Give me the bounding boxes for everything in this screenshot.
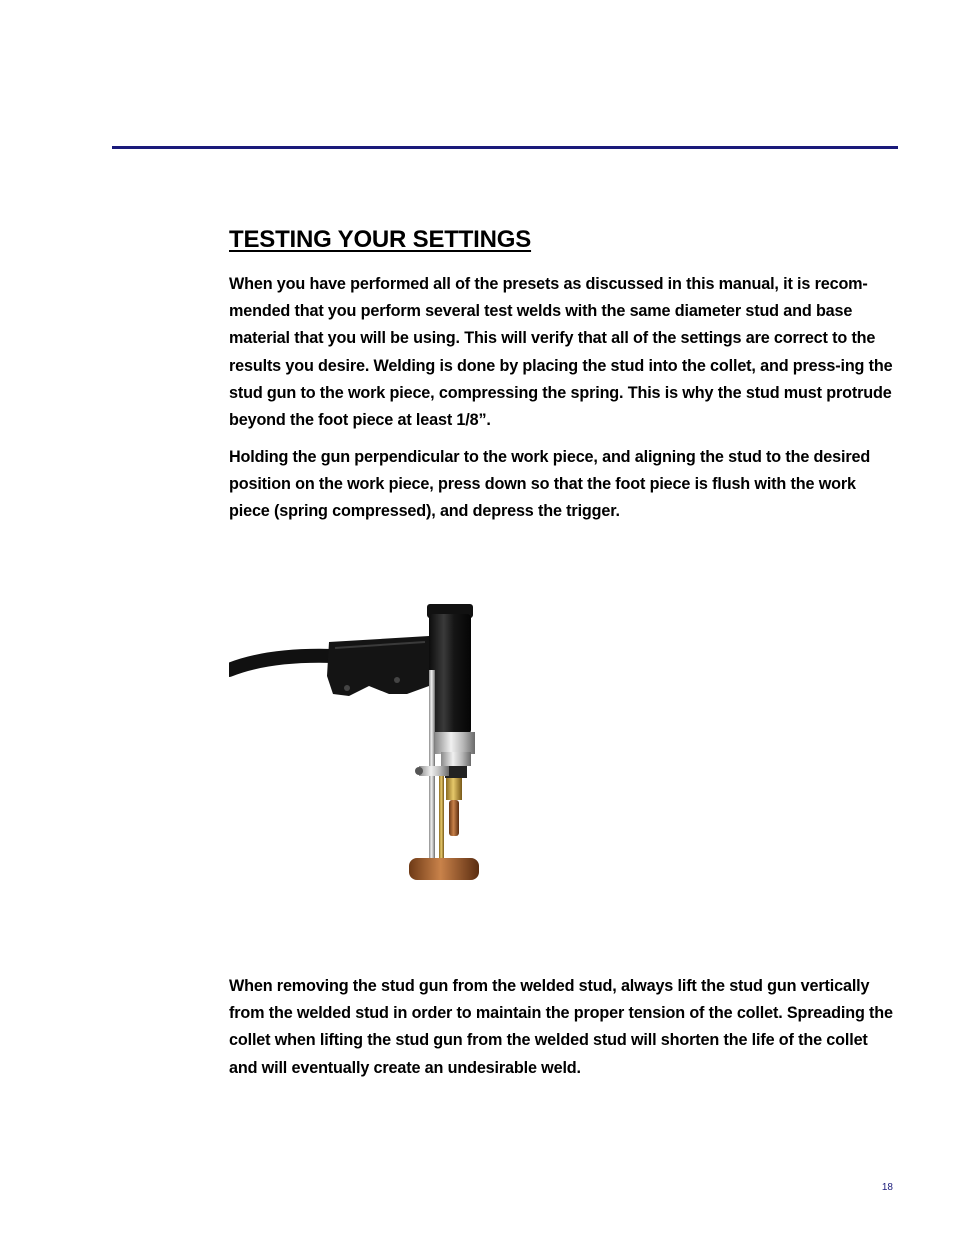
header-rule xyxy=(112,146,898,149)
section-title: TESTING YOUR SETTINGS xyxy=(229,226,532,253)
stud-gun-figure xyxy=(229,590,489,890)
paragraph-procedure: Holding the gun perpendicular to the work piece, and aligning the stud to the desired position on the work piece, press down so that the foot piece is flush with the work piece (spring compressed), and depress the trigger. xyxy=(229,448,871,521)
paragraph-removal: When removing the stud gun from the welded stud, always lift the stud gun vertically from the welded stud in order to maintain the proper tension of the collet. Spreading the collet when lifting the stud gun from the welded stud will shorten the life of the collet and will eventually create an undesirable weld. xyxy=(229,977,893,1077)
stud-gun-icon xyxy=(229,590,489,890)
paragraph-intro: When you have performed all of the presets as discussed in this manual, it is recom-mended that you perform several test welds with the same diameter stud and base material that you will be using. This will verify that all of the settings are correct to the results you desire. Welding is done by placing the stud into the collet, and press-ing the stud gun to the work piece, compressing the spring. This is why the stud must protrude beyond the foot piece at least 1/8”. xyxy=(229,275,893,430)
page-number: 18 xyxy=(881,1182,893,1193)
